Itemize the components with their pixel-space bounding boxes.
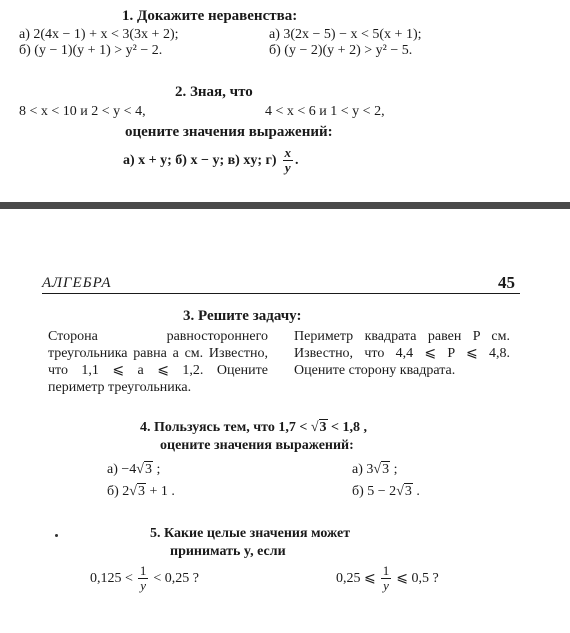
expr-suffix: . <box>416 484 420 499</box>
problem-1-a-left: а) 2(4x − 1) + x < 3(3x + 2); <box>19 27 179 42</box>
inequality-start: 0,125 < <box>90 570 133 586</box>
expr-prefix: а) −4 <box>107 462 137 477</box>
fraction-numerator: 1 <box>139 563 147 578</box>
fraction <box>138 564 149 594</box>
problem-4-subtitle: оцените значения выражений: <box>160 438 354 453</box>
problem-1-b-left: б) (y − 1)(y + 1) > y² − 2. <box>19 43 163 58</box>
sqrt-argument: 3 <box>137 484 145 499</box>
header-rule <box>42 293 520 294</box>
problem-3-right-text: Периметр квадрата равен P см. Известно, что 4,4 ⩽ P ⩽ 4,8. Оцените сторону квадрата. <box>294 329 510 378</box>
problem-2-fraction <box>283 146 294 176</box>
problem-2-task: оцените значения выражений: <box>125 124 333 140</box>
problem-2-condition-right: 4 < x < 6 и 1 < y < 2, <box>265 104 385 119</box>
sqrt-argument: 3 <box>404 484 412 499</box>
problem-1-a-right: а) 3(2x − 5) − x < 5(x + 1); <box>269 27 422 42</box>
sqrt-symbol: √3 <box>136 462 152 477</box>
fraction <box>381 564 392 594</box>
expr-prefix: б) 2 <box>107 484 130 499</box>
sqrt-symbol: √3 <box>310 420 327 435</box>
problem-4-a-left <box>107 462 160 478</box>
problem-2-expr-list: а) x + y; б) x − y; в) xy; г) <box>123 152 277 168</box>
section-header: АЛГЕБРА <box>42 275 112 291</box>
expr-suffix: + 1 . <box>149 484 175 499</box>
problem-5-subtitle: принимать y, если <box>170 544 286 559</box>
problem-4-title-end: < 1,8 , <box>331 420 368 435</box>
sqrt-symbol: √3 <box>129 484 145 499</box>
page-number: 45 <box>498 273 515 292</box>
problem-2-expressions <box>123 146 299 176</box>
inequality-start: 0,25 ⩽ <box>336 570 376 586</box>
problem-4-b-left <box>107 484 175 500</box>
expr-prefix: б) 5 − 2 <box>352 484 397 499</box>
problem-5-title: 5. Какие целые значения может <box>150 526 351 541</box>
problem-2-title: 2. Зная, что <box>175 84 253 100</box>
problem-4-b-right <box>352 484 420 500</box>
fraction-denominator: y <box>284 160 291 176</box>
problem-2-end: . <box>295 152 299 168</box>
problem-4-title-start: 4. Пользуясь тем, что 1,7 < <box>140 420 308 435</box>
page-separator-bar <box>0 202 570 209</box>
expr-suffix: ; <box>393 462 398 477</box>
scan-speck <box>55 534 58 537</box>
problem-4-a-right <box>352 462 397 478</box>
problem-5-left-inequality <box>90 564 199 594</box>
inequality-end: < 0,25 ? <box>153 570 200 586</box>
sqrt-argument: 3 <box>144 462 152 477</box>
sqrt-symbol: √3 <box>396 484 412 499</box>
sqrt-symbol: √3 <box>373 462 390 477</box>
expr-suffix: ; <box>156 462 161 477</box>
fraction-denominator: y <box>140 578 147 594</box>
expr-prefix: а) 3 <box>352 462 374 477</box>
fraction-numerator: x <box>284 145 292 160</box>
sqrt-argument: 3 <box>319 420 327 435</box>
problem-2-condition-left: 8 < x < 10 и 2 < y < 4, <box>19 104 146 119</box>
problem-1-b-right: б) (y − 2)(y + 2) > y² − 5. <box>269 43 413 58</box>
problem-3-title: 3. Решите задачу: <box>183 308 302 324</box>
problem-4-title <box>140 420 367 436</box>
inequality-end: ⩽ 0,5 ? <box>396 570 439 586</box>
fraction-numerator: 1 <box>382 563 390 578</box>
problem-3-left-text: Сторона равностороннего треугольника равна a см. Известно, что 1,1 ⩽ a ⩽ 1,2. Оцените периметр треугольника. <box>48 329 268 395</box>
fraction-denominator: y <box>383 578 389 594</box>
sqrt-argument: 3 <box>382 462 390 477</box>
problem-5-right-inequality <box>336 564 439 594</box>
problem-1-title: 1. Докажите неравенства: <box>122 8 298 24</box>
